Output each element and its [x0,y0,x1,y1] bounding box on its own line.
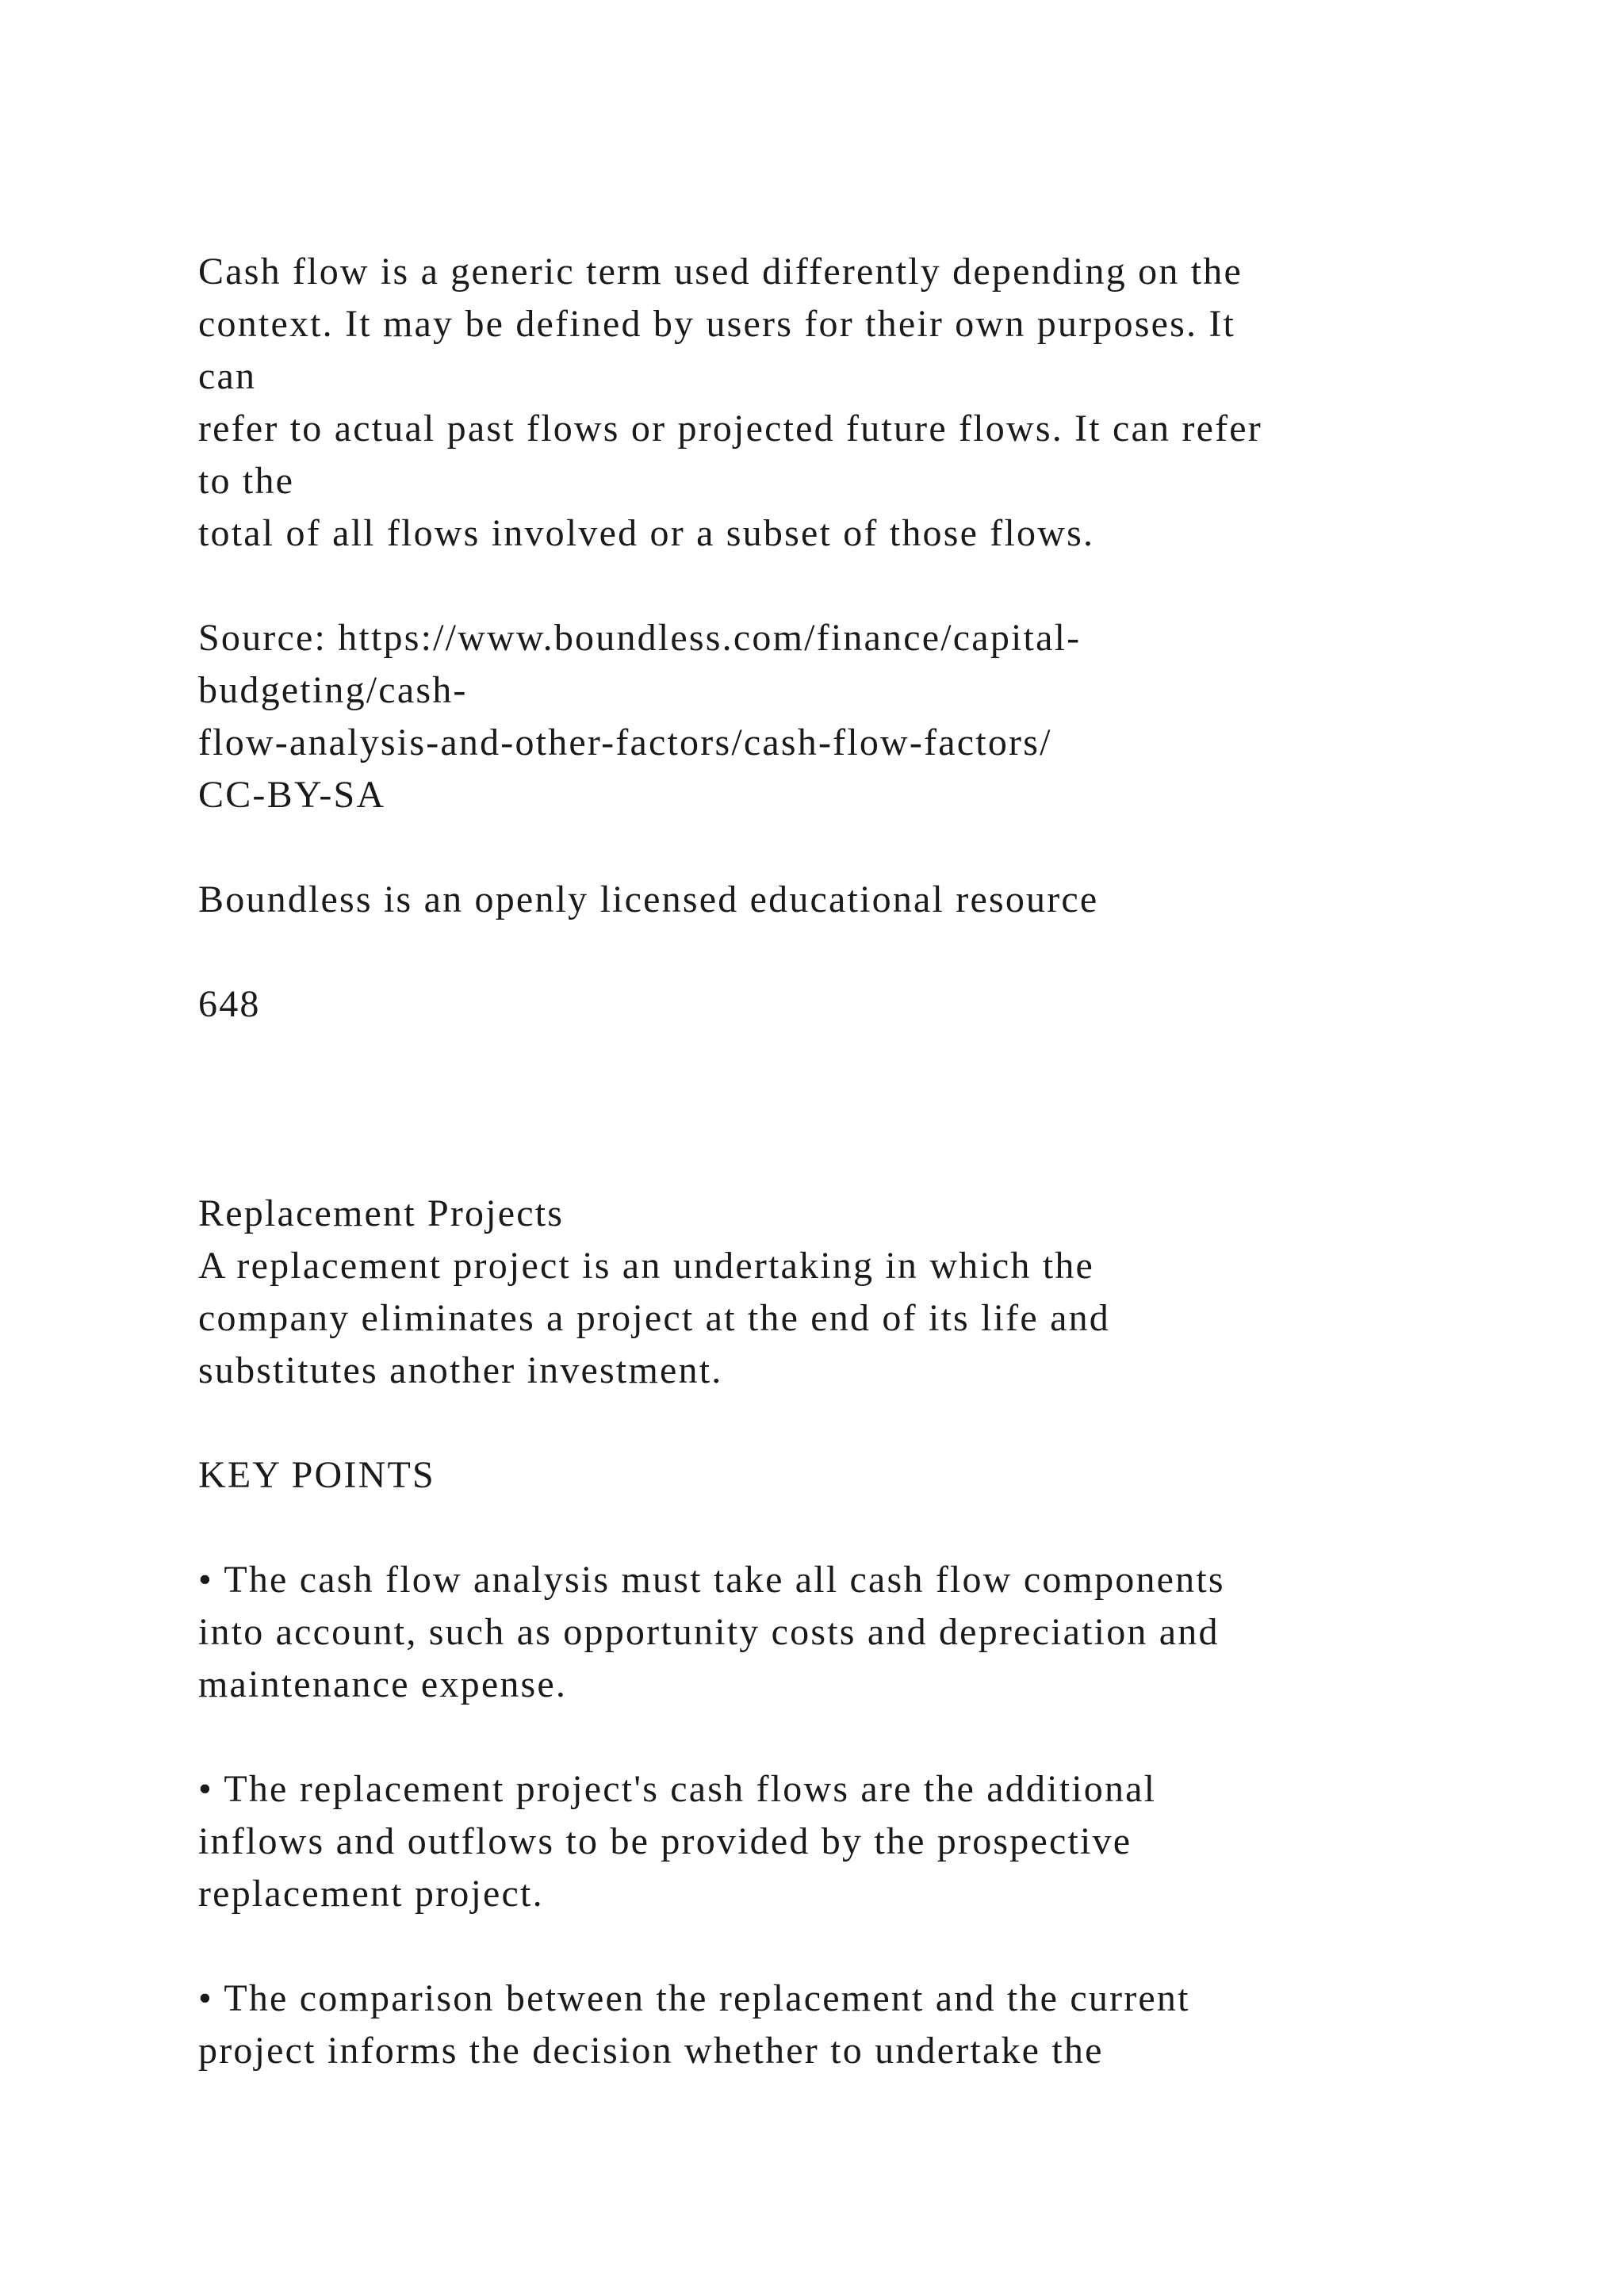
key-point-2 [198,1763,1507,1920]
spacer [198,1920,1507,1973]
source-citation [198,612,1507,821]
text-line: can [198,355,257,397]
text-line: substitutes another investment. [198,1349,723,1391]
spacer [198,1031,1507,1188]
spacer [198,560,1507,612]
key-points-heading: KEY POINTS [198,1454,435,1496]
text-line: • The replacement project's cash flows are the additional [198,1768,1157,1810]
text-line: flow-analysis-and-other-factors/cash-flow-factors/ [198,721,1052,763]
key-point-1 [198,1554,1507,1711]
text-line: Cash flow is a generic term used differently depending on the [198,251,1243,293]
text-line: total of all flows involved or a subset of those flows. [198,512,1095,554]
section-replacement-projects [198,1188,1507,1397]
text-line: company eliminates a project at the end of its life and [198,1297,1110,1339]
text-line: CC-BY-SA [198,774,386,816]
text-line: refer to actual past flows or projected future flows. It can refer [198,408,1262,450]
text-line: A replacement project is an undertaking in which the [198,1245,1095,1287]
text-line: • The comparison between the replacement and the current [198,1977,1190,2019]
text-line: maintenance expense. [198,1663,568,1705]
document-page [198,246,1507,2077]
text-line: to the [198,460,295,502]
spacer [198,1502,1507,1554]
intro-paragraph [198,246,1507,560]
text-line: replacement project. [198,1873,544,1915]
spacer [198,821,1507,874]
text-line: context. It may be defined by users for their own purposes. It [198,303,1236,345]
section-title: Replacement Projects [198,1192,565,1234]
spacer [198,1711,1507,1763]
spacer [198,1397,1507,1449]
text-line: into account, such as opportunity costs and depreciation and [198,1611,1220,1653]
text-line: project informs the decision whether to undertake the [198,2030,1104,2072]
key-point-3 [198,1973,1507,2077]
text-line: Source: https://www.boundless.com/finance/capital- [198,617,1082,659]
text-line: budgeting/cash- [198,669,468,711]
text-line: inflows and outflows to be provided by the prospective [198,1820,1132,1862]
text-line: • The cash flow analysis must take all cash flow components [198,1559,1225,1601]
license-note: Boundless is an openly licensed educational resource [198,878,1099,920]
spacer [198,926,1507,978]
page-number: 648 [198,983,261,1025]
